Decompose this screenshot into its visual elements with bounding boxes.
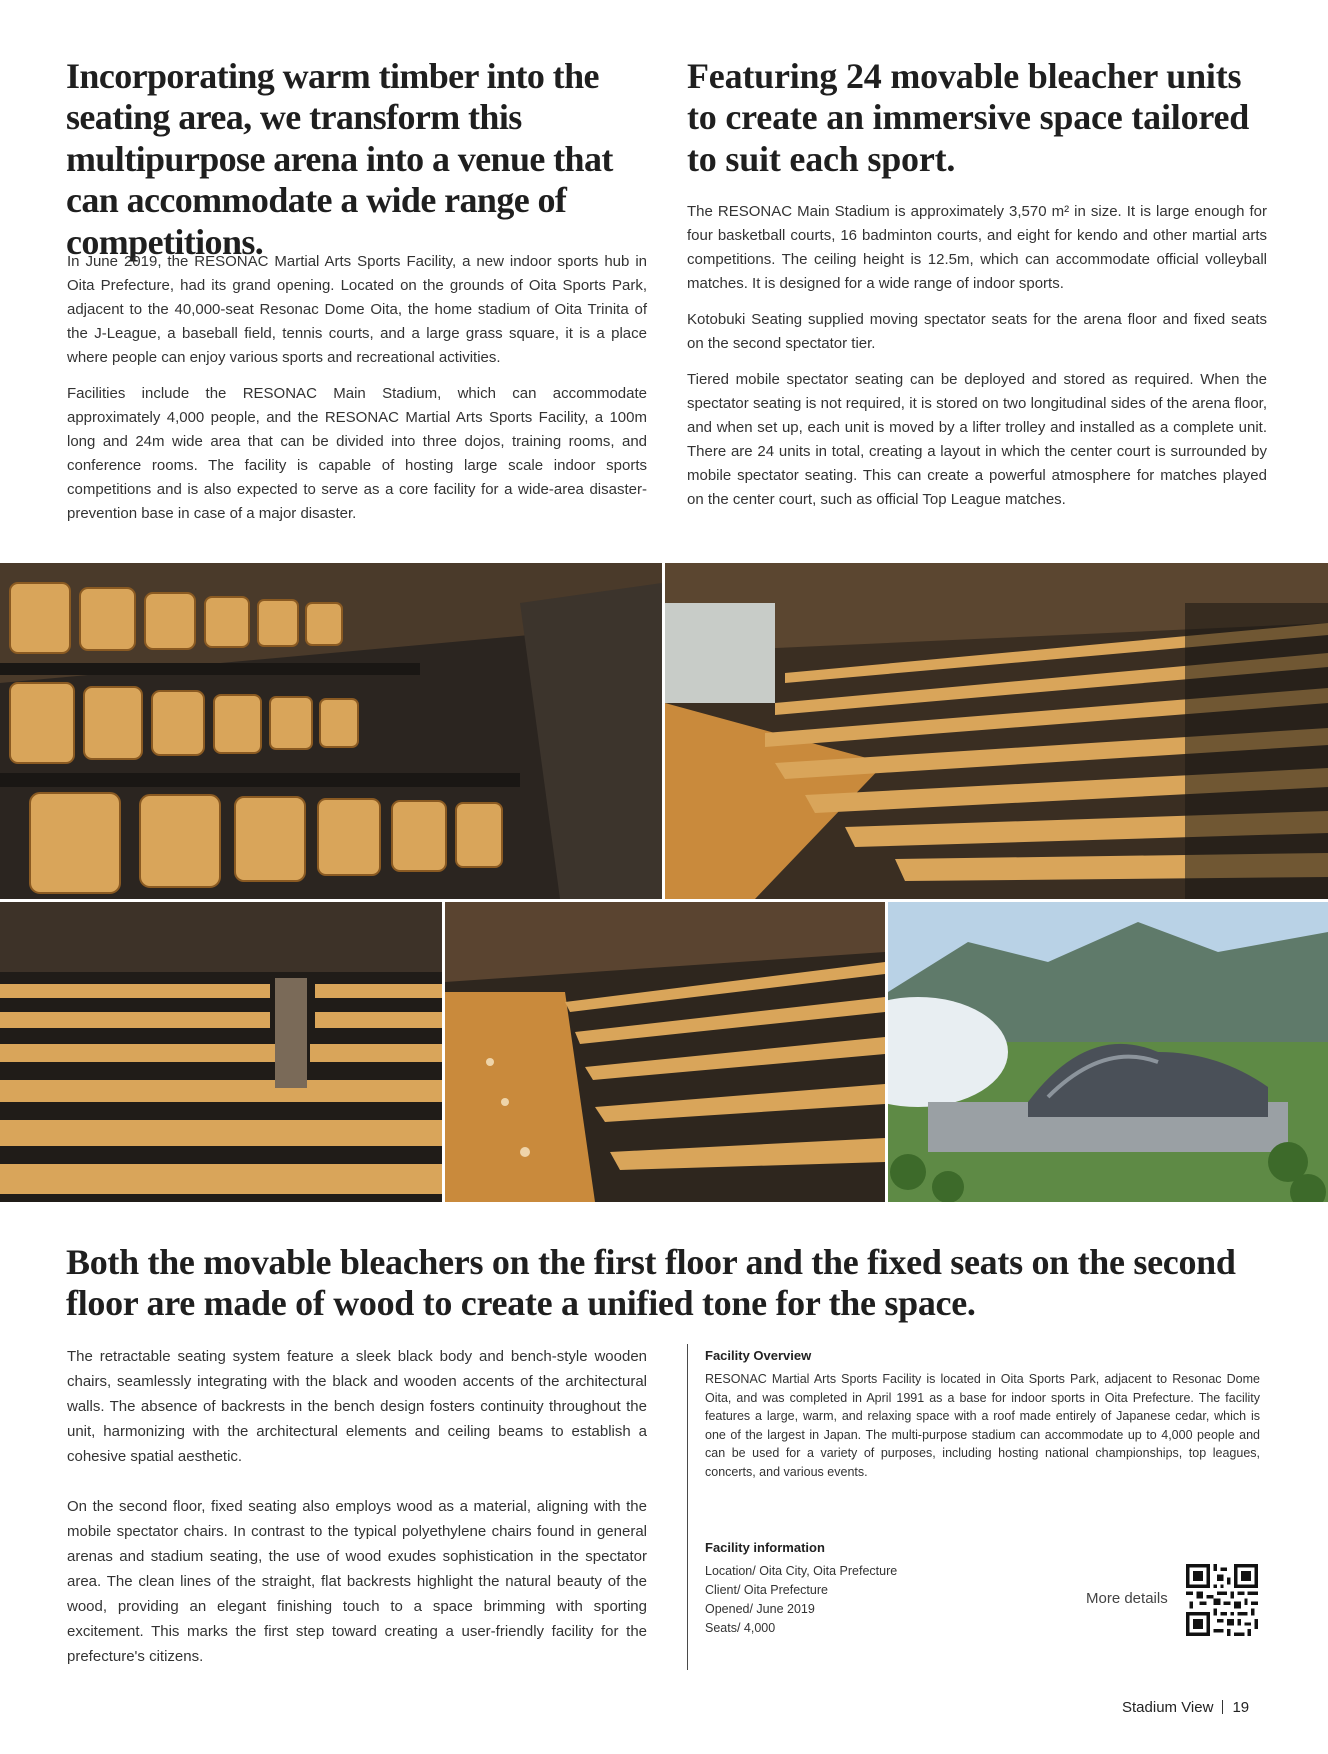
right-body (687, 200, 1267, 524)
bottom-heading: Both the movable bleachers on the first floor and the fixed seats on the second floor are made of wood to create a unified tone for the space. (66, 1242, 1236, 1324)
photo-second-floor-seats (0, 902, 442, 1202)
page-footer (1122, 1699, 1249, 1716)
left-paragraph-1: In June 2019, the RESONAC Martial Arts Sports Facility, a new indoor sports hub in Oita Prefecture, had its grand opening. Located on the grounds of Oita Sports Park, adjacent to the 40,000-seat Resonac Dome Oita, the home stadium of Oita Trinita of the J-League, a baseball field, tennis courts, and a large grass square, it is a place where people can enjoy various sports and recreational activities. (67, 253, 647, 366)
photo-wooden-fixed-seats (0, 563, 662, 899)
publication-name: Stadium View (1122, 1699, 1214, 1716)
photo-bleachers-floor-view (445, 902, 885, 1202)
facility-information-list (705, 1562, 897, 1638)
bottom-body (67, 1344, 647, 1681)
facility-overview-text: RESONAC Martial Arts Sports Facility is located in Oita Sports Park, adjacent to Resonac Dome Oita, and was completed in April 1991 as a base for indoor sports in Oita Prefecture. The facility features a large, warm, and relaxing space with a roof made entirely of Japanese cedar, which is one of the largest in Japan. The multi-purpose stadium can accommodate up to 4,000 people and can be used for a variety of purposes, including hosting national championships, top leagues, concerts, and various events. (705, 1372, 1260, 1479)
bottom-paragraph-2: On the second floor, fixed seating also employs wood as a material, aligning with the mobile spectator chairs. In contrast to the typical polyethylene chairs found in general arenas and stadium seating, the use of wood exudes sophistication in the spectator area. The clean lines of the straight, flat backrests highlight the natural beauty of the wood, providing an elegant finishing touch to a space brimming with sporting excitement. This marks the first step toward creating a user-friendly facility for the prefecture's citizens. (67, 1498, 647, 1665)
info-opened: Opened/ June 2019 (705, 1602, 815, 1616)
right-heading: Featuring 24 movable bleacher units to create an immersive space tailored to suit each sport. (687, 56, 1250, 179)
right-paragraph-1: The RESONAC Main Stadium is approximately 3,570 m² in size. It is large enough for four basketball courts, 16 badminton courts, and eight for kendo and other martial arts competitions. The ceiling height is 12.5m, which can accommodate official volleyball matches. It is designed for a wide range of indoor sports. (687, 203, 1267, 292)
photo-aerial-exterior (888, 902, 1328, 1202)
qr-code-icon[interactable] (1186, 1564, 1258, 1636)
right-paragraph-2: Kotobuki Seating supplied moving spectator seats for the arena floor and fixed seats on the second spectator tier. (687, 311, 1267, 352)
left-heading: Incorporating warm timber into the seating area, we transform this multipurpose arena into a venue that can accommodate a wide range of competitions. (66, 56, 613, 262)
info-seats: Seats/ 4,000 (705, 1621, 776, 1635)
facility-overview-title: Facility Overview (705, 1348, 812, 1363)
column-divider (687, 1344, 688, 1670)
page-number: 19 (1232, 1699, 1250, 1716)
left-paragraph-2: Facilities include the RESONAC Main Stadium, which can accommodate approximately 4,000 people, and the RESONAC Martial Arts Sports Facility, a 100m long and 24m wide area that can be divided into three dojos, training rooms, and conference rooms. The facility is capable of hosting large scale indoor sports competitions and is also expected to serve as a core facility for a wide-area disaster-prevention base in case of a major disaster. (67, 385, 647, 522)
footer-divider (1222, 1700, 1223, 1714)
left-body (67, 250, 647, 538)
photo-movable-bleachers-wide (665, 563, 1328, 899)
bottom-paragraph-1: The retractable seating system feature a sleek black body and bench-style wooden chairs, seamlessly integrating with the black and wooden accents of the architectural walls. The absence of backrests in the bench design fosters continuity throughout the unit, harmonizing with the architectural elements and ceiling beams to establish a cohesive spatial aesthetic. (67, 1348, 647, 1465)
right-paragraph-3: Tiered mobile spectator seating can be deployed and stored as required. When the spectator seating is not required, it is stored on two longitudinal sides of the arena floor, and when set up, each unit is moved by a lifter trolley and installed as a complete unit. There are 24 units in total, creating a layout in which the center court is surrounded by mobile spectator seating. This can create a powerful atmosphere for matches played on the center court, such as official Top League matches. (687, 371, 1267, 508)
facility-information-title: Facility information (705, 1540, 825, 1555)
info-client: Client/ Oita Prefecture (705, 1583, 828, 1597)
info-location: Location/ Oita City, Oita Prefecture (705, 1564, 898, 1578)
more-details-label[interactable]: More details (1086, 1590, 1168, 1607)
